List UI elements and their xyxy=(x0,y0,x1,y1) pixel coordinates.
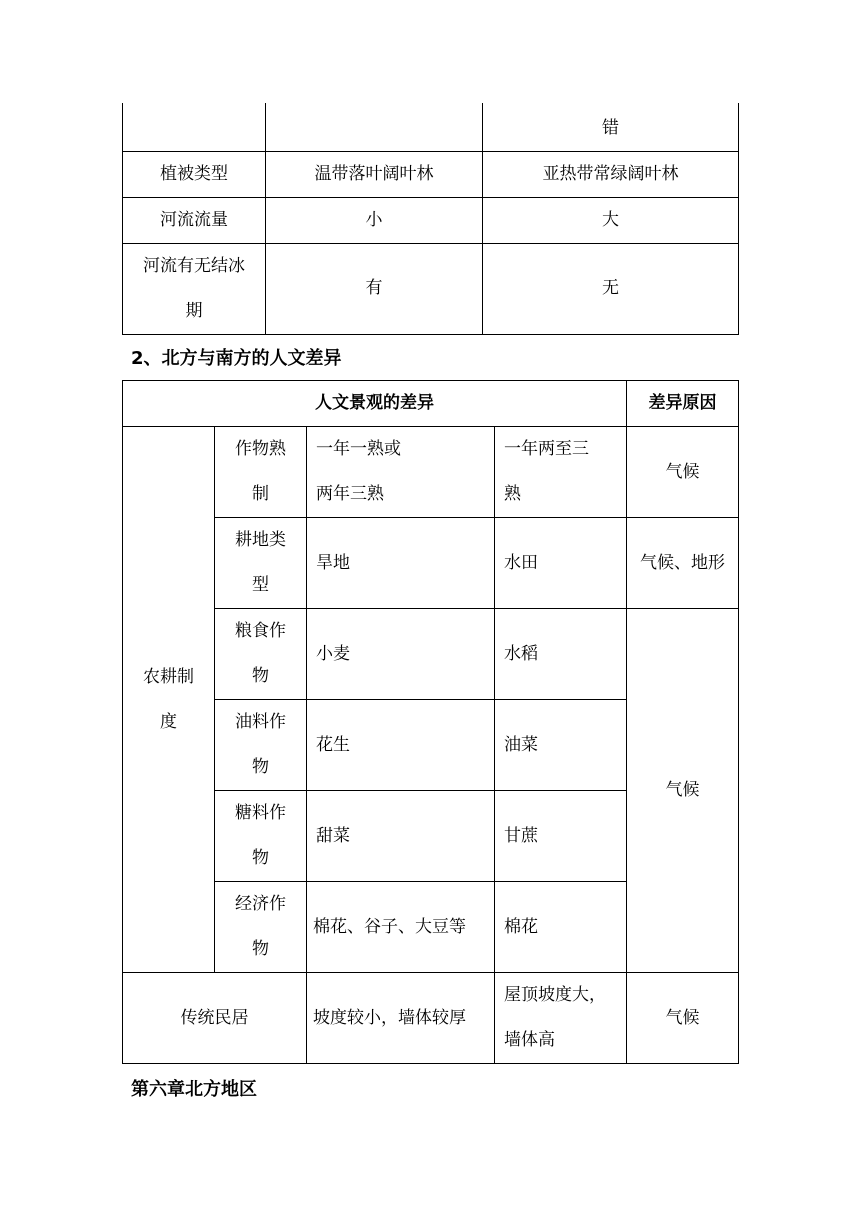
north-south-natural-table xyxy=(122,103,739,335)
table-row xyxy=(123,609,739,700)
continued-label-cell xyxy=(123,103,266,151)
item-label-line1: 糖料作 xyxy=(235,803,286,823)
item-label xyxy=(215,882,307,973)
north-value: 温带落叶阔叶林 xyxy=(266,151,483,197)
north-value: 旱地 xyxy=(307,518,495,609)
row-label xyxy=(123,243,266,334)
table-header-row xyxy=(123,381,739,427)
north-value: 小 xyxy=(266,197,483,243)
north-south-cultural-table xyxy=(122,380,739,1064)
south-value-line2: 熟 xyxy=(504,484,521,504)
south-value-line1: 一年两至三 xyxy=(504,439,589,459)
reason-value: 气候 xyxy=(627,427,739,518)
south-value: 甘蔗 xyxy=(495,791,627,882)
item-label-line2: 物 xyxy=(252,666,269,686)
row-label: 河流流量 xyxy=(123,197,266,243)
item-label xyxy=(215,427,307,518)
farming-label-line1: 农耕制 xyxy=(143,666,194,687)
north-value xyxy=(307,427,495,518)
south-value: 亚热带常绿阔叶林 xyxy=(483,151,739,197)
item-label-line2: 物 xyxy=(252,757,269,777)
south-value: 棉花 xyxy=(495,882,627,973)
south-value: 水稻 xyxy=(495,609,627,700)
continued-south-cell: 错 xyxy=(483,103,739,151)
south-value: 水田 xyxy=(495,518,627,609)
chapter-heading: 第六章北方地区 xyxy=(131,1079,257,1100)
item-label-line1: 经济作 xyxy=(235,894,286,914)
item-label-line2: 型 xyxy=(252,575,269,595)
item-label-line1: 作物熟 xyxy=(235,439,286,459)
item-label xyxy=(215,700,307,791)
north-value: 有 xyxy=(266,243,483,334)
item-label-line2: 物 xyxy=(252,848,269,868)
farming-system-label xyxy=(123,427,215,973)
item-label xyxy=(215,609,307,700)
north-value: 坡度较小，墙体较厚 xyxy=(307,973,495,1064)
item-label-line2: 制 xyxy=(252,484,269,504)
south-value xyxy=(495,427,627,518)
south-value xyxy=(495,973,627,1064)
header-reason: 差异原因 xyxy=(627,381,739,427)
reason-value: 气候 xyxy=(627,973,739,1064)
north-value-line2: 两年三熟 xyxy=(316,484,384,504)
item-label xyxy=(215,518,307,609)
table-row xyxy=(123,243,739,334)
item-label-line2: 物 xyxy=(252,939,269,959)
north-value: 棉花、谷子、大豆等 xyxy=(307,882,495,973)
south-value: 大 xyxy=(483,197,739,243)
row-label-line2: 期 xyxy=(185,300,203,321)
item-label-line1: 耕地类 xyxy=(235,530,286,550)
item-label xyxy=(215,791,307,882)
table-row-continued xyxy=(123,103,739,151)
south-value-line2: 墙体高 xyxy=(504,1030,555,1050)
north-value: 小麦 xyxy=(307,609,495,700)
table-row-dwelling xyxy=(123,973,739,1064)
north-value: 花生 xyxy=(307,700,495,791)
dwelling-label: 传统民居 xyxy=(123,973,307,1064)
south-value: 油菜 xyxy=(495,700,627,791)
header-landscape: 人文景观的差异 xyxy=(123,381,627,427)
item-label-line1: 油料作 xyxy=(235,712,286,732)
table-row xyxy=(123,427,739,518)
reason-value: 气候、地形 xyxy=(627,518,739,609)
north-value-line1: 一年一熟或 xyxy=(316,439,401,459)
row-label-line1: 河流有无结冰 xyxy=(143,255,245,276)
continued-north-cell xyxy=(266,103,483,151)
south-value-line1: 屋顶坡度大， xyxy=(504,985,606,1005)
table-row xyxy=(123,151,739,197)
item-label-line1: 粮食作 xyxy=(235,621,286,641)
table-row xyxy=(123,197,739,243)
reason-value-merged: 气候 xyxy=(627,609,739,973)
south-value: 无 xyxy=(483,243,739,334)
farming-label-line2: 度 xyxy=(160,711,177,732)
row-label: 植被类型 xyxy=(123,151,266,197)
section-heading: 2、北方与南方的人文差异 xyxy=(131,348,342,369)
north-value: 甜菜 xyxy=(307,791,495,882)
table-row xyxy=(123,518,739,609)
